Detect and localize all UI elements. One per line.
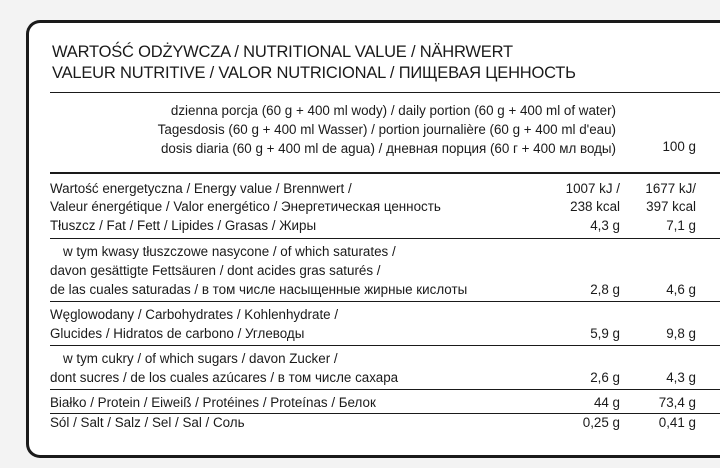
portion-header <box>158 101 616 158</box>
row-saturates-label-1: w tym kwasy tłuszczowe nasycone / of which saturates / <box>63 244 396 259</box>
sugars-per100: 4,3 g <box>666 370 696 385</box>
divider-title <box>50 92 720 93</box>
saturates-per100: 4,6 g <box>666 282 696 297</box>
portion-line-2: Tagesdosis (60 g + 400 ml Wasser) / portion journalière (60 g + 400 ml d'eau) <box>157 122 616 137</box>
row-saturates-label-2: davon gesättigte Fettsäuren / dont acides gras saturés / <box>50 263 381 278</box>
divider-carbs <box>50 345 720 346</box>
row-salt-label: Sól / Salt / Salz / Sel / Sal / Соль <box>50 415 245 430</box>
row-energy-label-1: Wartość energetyczna / Energy value / Brennwert / <box>50 181 352 196</box>
energy-portion-kj: 1007 kJ / <box>565 181 620 196</box>
title-line-1: WARTOŚĆ ODŻYWCZA / NUTRITIONAL VALUE / NÄHRWERT <box>52 43 513 61</box>
row-carbs-label-2: Glucides / Hidratos de carbono / Углеводы <box>50 326 305 341</box>
energy-per100-kcal: 397 kcal <box>646 199 696 214</box>
energy-per100-kj: 1677 kJ/ <box>645 181 696 196</box>
portion-line-3: dosis diaria (60 g + 400 ml de agua) / дневная порция (60 г + 400 мл воды) <box>160 141 616 156</box>
nutrition-label-panel <box>26 20 720 458</box>
protein-portion: 44 g <box>593 395 620 410</box>
saturates-portion: 2,8 g <box>590 282 620 297</box>
row-carbs-label-1: Węglowodany / Carbohydrates / Kohlenhydrate / <box>50 307 339 322</box>
row-protein-label: Białko / Protein / Eiweiß / Protéines / Proteínas / Белок <box>50 395 376 410</box>
divider-fat <box>50 238 720 239</box>
portion-line-1: dzienna porcja (60 g + 400 ml wody) / daily portion (60 g + 400 ml of water) <box>170 103 616 118</box>
salt-portion: 0,25 g <box>582 415 620 430</box>
nutrition-title <box>52 42 576 84</box>
row-saturates-label-3: de las cuales saturadas / в том числе насыщенные жирные кислоты <box>50 282 468 297</box>
divider-sugars <box>50 389 720 390</box>
fat-portion: 4,3 g <box>590 218 620 233</box>
carbs-portion: 5,9 g <box>590 326 620 341</box>
protein-per100: 73,4 g <box>658 395 696 410</box>
title-line-2: VALEUR NUTRITIVE / VALOR NUTRICIONAL / ПИЩЕВАЯ ЦЕННОСТЬ <box>52 64 576 82</box>
fat-per100: 7,1 g <box>666 218 696 233</box>
row-sugars-label-2: dont sucres / de los cuales azúcares / в том числе сахара <box>50 370 399 385</box>
sugars-portion: 2,6 g <box>590 370 620 385</box>
carbs-per100: 9,8 g <box>666 326 696 341</box>
salt-per100: 0,41 g <box>658 415 696 430</box>
row-energy-label-2: Valeur énergétique / Valor energético / Энергетическая ценность <box>50 199 441 214</box>
divider-saturates <box>50 301 720 302</box>
row-sugars-label-1: w tym cukry / of which sugars / davon Zucker / <box>63 351 338 366</box>
divider-protein <box>50 413 720 414</box>
row-fat-label: Tłuszcz / Fat / Fett / Lipides / Grasas / Жиры <box>50 218 317 233</box>
per-100g-header: 100 g <box>662 139 696 154</box>
energy-portion-kcal: 238 kcal <box>570 199 620 214</box>
divider-header <box>50 172 720 174</box>
